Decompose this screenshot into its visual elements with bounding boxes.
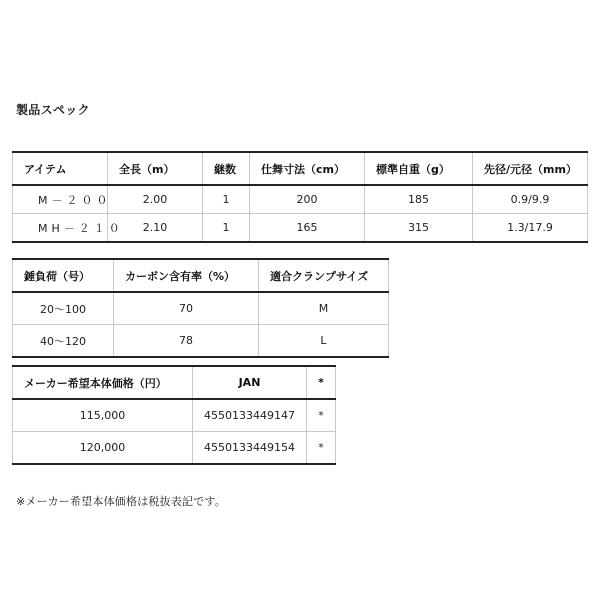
price-footnote: ※メーカー希望本体価格は税抜表記です。: [16, 495, 226, 508]
price-header-row: [13, 366, 336, 399]
header-jan: JAN: [193, 366, 307, 399]
header-sinker-load: 錘負荷（号）: [13, 259, 114, 292]
header-asterisk: *: [307, 366, 336, 399]
cell-sections: 1: [203, 185, 250, 214]
cell-item: MH－２１０: [13, 214, 108, 243]
cell-weight: 185: [365, 185, 473, 214]
cell-sinker-load: 20～100: [13, 292, 114, 325]
cell-weight: 315: [365, 214, 473, 243]
cell-sinker-load: 40～120: [13, 325, 114, 358]
spec-table: [12, 151, 588, 243]
cell-length: 2.10: [108, 214, 203, 243]
header-item: アイテム: [13, 152, 108, 185]
header-length: 全長（m）: [108, 152, 203, 185]
header-diameter: 先径/元径（mm）: [473, 152, 588, 185]
cell-asterisk: *: [307, 432, 336, 465]
header-clamp-size: 適合クランプサイズ: [259, 259, 389, 292]
table-row: [13, 432, 336, 465]
cell-length: 2.00: [108, 185, 203, 214]
cell-closed-length: 165: [250, 214, 365, 243]
cell-asterisk: *: [307, 399, 336, 432]
price-table: [12, 365, 336, 465]
table-row: [13, 399, 336, 432]
cell-sections: 1: [203, 214, 250, 243]
table-row: [13, 325, 389, 358]
cell-closed-length: 200: [250, 185, 365, 214]
cell-jan: 4550133449147: [193, 399, 307, 432]
header-price: メーカー希望本体価格（円）: [13, 366, 193, 399]
header-sections: 継数: [203, 152, 250, 185]
cell-item: M－２００: [13, 185, 108, 214]
table-row: [13, 292, 389, 325]
cell-diameter: 1.3/17.9: [473, 214, 588, 243]
header-weight: 標準自重（g）: [365, 152, 473, 185]
spec-header-row: [13, 152, 588, 185]
page-title: 製品スペック: [16, 103, 90, 117]
cell-clamp-size: L: [259, 325, 389, 358]
cell-price: 120,000: [13, 432, 193, 465]
weight-table: [12, 258, 389, 358]
header-closed-length: 仕舞寸法（cm）: [250, 152, 365, 185]
cell-jan: 4550133449154: [193, 432, 307, 465]
cell-clamp-size: M: [259, 292, 389, 325]
table-row: [13, 214, 588, 243]
cell-carbon-content: 78: [114, 325, 259, 358]
cell-carbon-content: 70: [114, 292, 259, 325]
table-row: [13, 185, 588, 214]
cell-price: 115,000: [13, 399, 193, 432]
weight-header-row: [13, 259, 389, 292]
cell-diameter: 0.9/9.9: [473, 185, 588, 214]
header-carbon-content: カーボン含有率（%）: [114, 259, 259, 292]
